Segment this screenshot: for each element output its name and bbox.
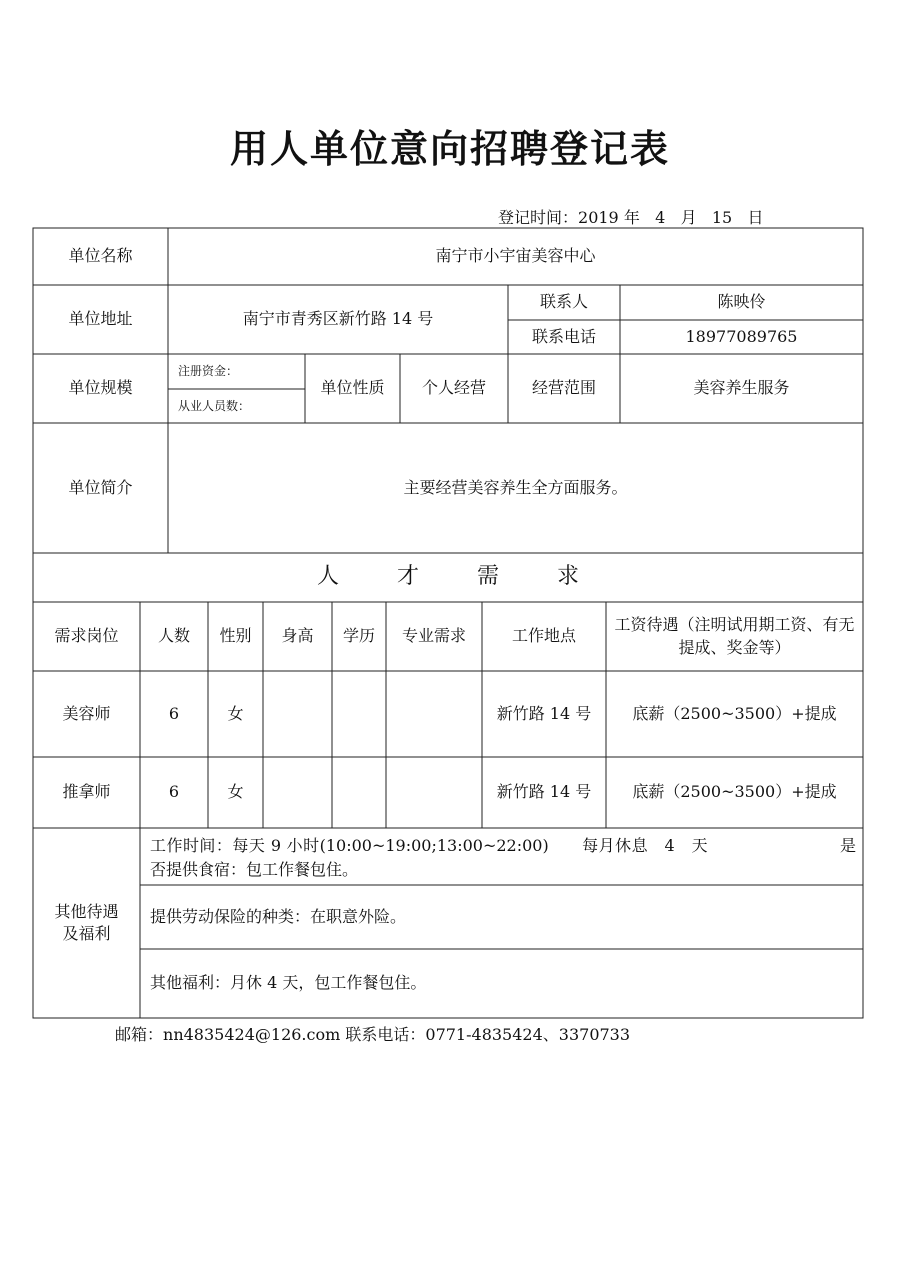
row-major bbox=[386, 757, 482, 828]
registration-day: 15 bbox=[711, 208, 733, 227]
row-position: 美容师 bbox=[62, 703, 111, 723]
page-title: 用人单位意向招聘登记表 bbox=[229, 126, 670, 171]
row-gender: 女 bbox=[227, 782, 244, 802]
row-position: 推拿师 bbox=[62, 782, 111, 802]
footer-phone-value: 0771-4835424、3370733 bbox=[425, 1025, 631, 1044]
header-location: 工作地点 bbox=[511, 626, 576, 646]
row-location: 新竹路 14 号 bbox=[496, 703, 592, 723]
contact-value: 陈映伶 bbox=[717, 292, 766, 312]
business-scope-label: 经营范围 bbox=[531, 378, 596, 398]
day-unit: 日 bbox=[747, 208, 764, 227]
staff-count-label: 从业人员数： bbox=[178, 398, 251, 413]
footer-contact bbox=[115, 1022, 630, 1045]
registration-date bbox=[498, 205, 763, 228]
email-label: 邮箱： bbox=[115, 1025, 164, 1044]
header-salary: 工资待遇（注明试用期工资、有无提成、奖金等） bbox=[614, 615, 855, 657]
row-count: 6 bbox=[168, 703, 180, 723]
row-height bbox=[263, 757, 332, 828]
row-major bbox=[386, 671, 482, 757]
registration-month: 4 bbox=[655, 208, 666, 227]
insurance-text: 提供劳动保险的种类：在职意外险。 bbox=[150, 907, 407, 926]
row-location: 新竹路 14 号 bbox=[496, 782, 592, 802]
row-gender: 女 bbox=[227, 703, 244, 723]
month-unit: 月 bbox=[680, 208, 697, 227]
company-nature-value: 个人经营 bbox=[421, 378, 486, 398]
row-salary: 底薪（2500~3500）+提成 bbox=[632, 782, 837, 802]
talent-demand-heading: 人才需求 bbox=[316, 564, 637, 590]
company-name-value: 南宁市小宇宙美容中心 bbox=[435, 246, 596, 266]
row-education bbox=[332, 671, 386, 757]
company-scale-label: 单位规模 bbox=[68, 378, 133, 398]
row-height bbox=[263, 671, 332, 757]
benefits-label: 其他待遇及福利 bbox=[54, 901, 119, 943]
row-education bbox=[332, 757, 386, 828]
row-salary: 底薪（2500~3500）+提成 bbox=[632, 703, 837, 723]
header-gender: 性别 bbox=[219, 626, 252, 646]
company-intro-label: 单位简介 bbox=[68, 477, 133, 497]
header-position: 需求岗位 bbox=[54, 626, 119, 646]
company-address-value: 南宁市青秀区新竹路 14 号 bbox=[242, 309, 434, 329]
registration-label: 登记时间： bbox=[498, 208, 579, 227]
registration-year: 2019 bbox=[578, 208, 619, 227]
other-benefits-text: 其他福利：月休 4 天，包工作餐包住。 bbox=[150, 973, 427, 992]
row-count: 6 bbox=[168, 782, 180, 802]
header-count: 人数 bbox=[157, 626, 190, 646]
phone-value: 18977089765 bbox=[685, 326, 798, 346]
company-nature-label: 单位性质 bbox=[320, 378, 385, 398]
year-unit: 年 bbox=[623, 208, 640, 227]
business-scope-value: 美容养生服务 bbox=[693, 378, 790, 398]
registered-capital-label: 注册资金： bbox=[178, 364, 239, 379]
company-name-label: 单位名称 bbox=[68, 246, 133, 266]
header-height: 身高 bbox=[281, 626, 314, 646]
header-education: 学历 bbox=[342, 626, 375, 646]
company-address-label: 单位地址 bbox=[68, 309, 133, 329]
company-intro-value: 主要经营美容养生全方面服务。 bbox=[403, 477, 628, 497]
work-time-text: 工作时间：每天 9 小时(10:00~19:00;13:00~22:00) 每月休息 4 天 是否提供食宿：包工作餐包住。 bbox=[150, 836, 856, 879]
phone-label: 联系电话 bbox=[531, 326, 596, 346]
footer-phone-label: 联系电话： bbox=[345, 1025, 426, 1044]
contact-label: 联系人 bbox=[539, 292, 588, 312]
email-value: nn4835424@126.com bbox=[163, 1025, 341, 1044]
header-major: 专业需求 bbox=[401, 626, 466, 646]
